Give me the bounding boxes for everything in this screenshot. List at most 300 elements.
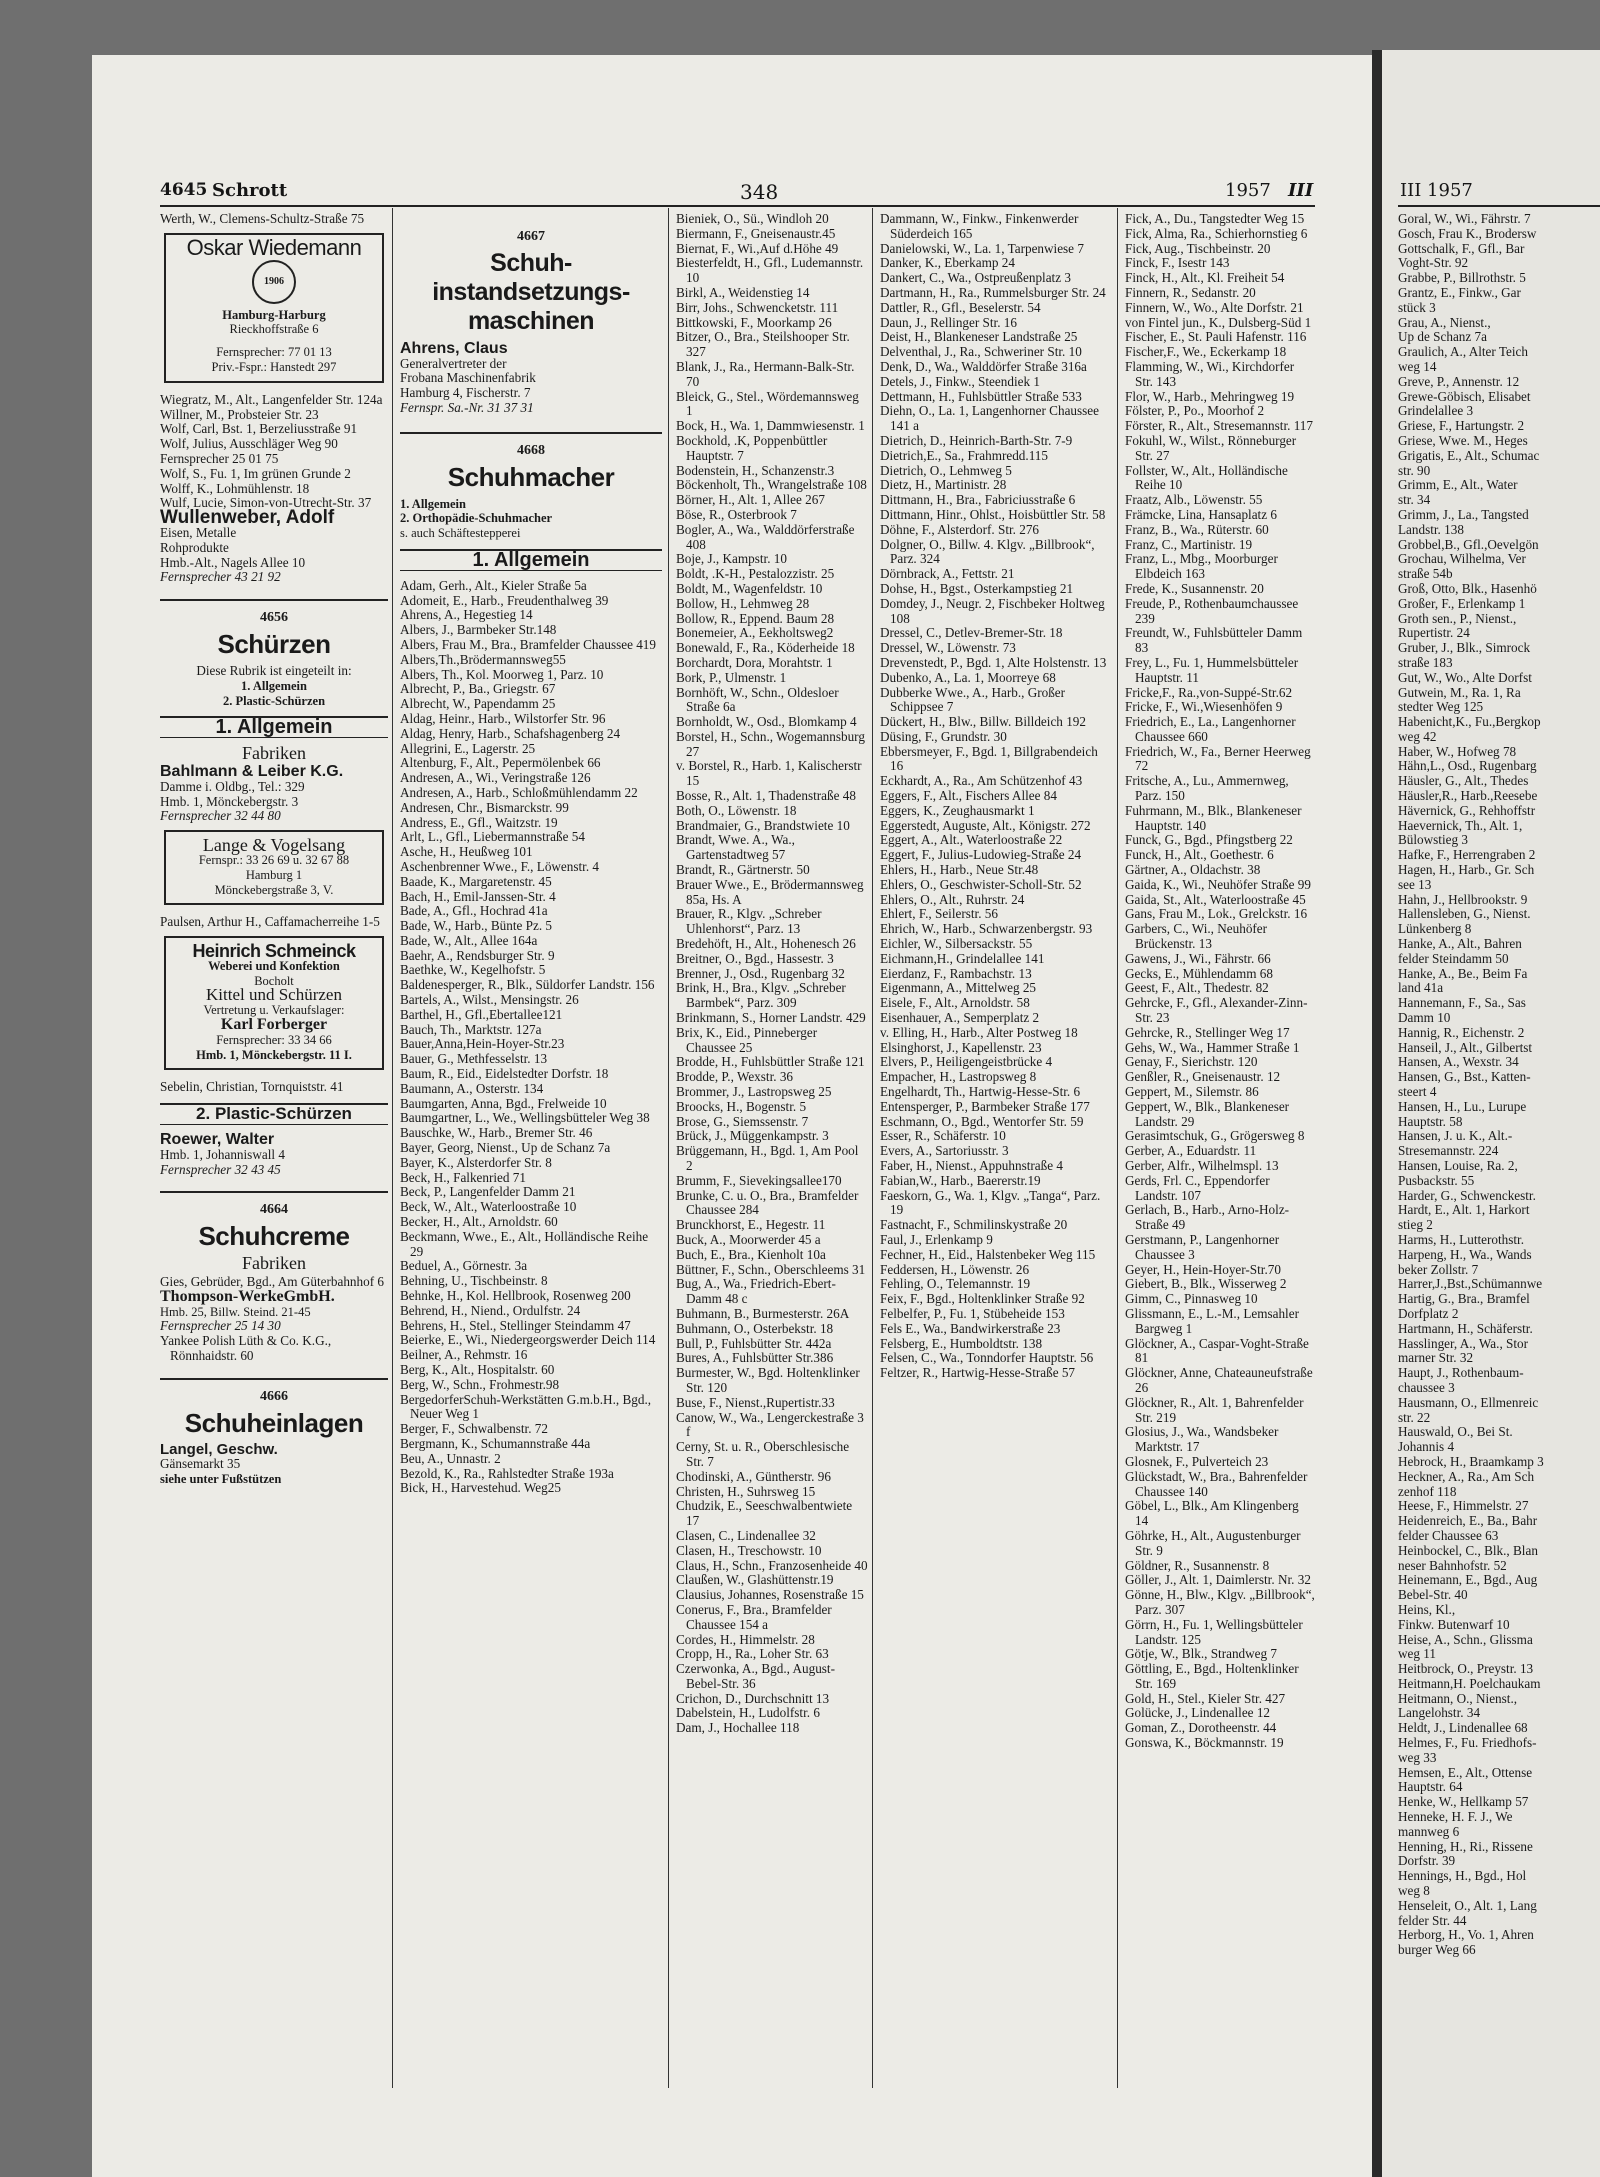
list-item: Dietrich, O., Lehmweg 5 (880, 462, 1012, 478)
list-item: Danielowski, W., La. 1, Tarpenwiese 7 (880, 240, 1084, 256)
list-item: Behrens, H., Stel., Stellinger Steindamm 47 (400, 1317, 631, 1333)
list-item: Faeskorn, G., Wa. 1, Klgv. „Tanga“, Parz. 19 (880, 1187, 1101, 1218)
list-item: Domdey, J., Neugr. 2, Fischbeker Holtweg 108 (880, 595, 1105, 626)
list-item: Habenicht,K., Fu.,Bergkop (1398, 714, 1541, 730)
list-item: Gecks, E., Mühlendamm 68 (1125, 965, 1273, 981)
list-item: Hagen, H., Harb., Gr. Sch (1398, 862, 1535, 878)
list-item: Harpeng, H., Wa., Wands (1398, 1246, 1532, 1262)
list-item: Finck, F., Isestr 143 (1125, 255, 1230, 271)
list-item: Feltzer, R., Hartwig-Hesse-Straße 57 (880, 1365, 1076, 1381)
list-item: Franz, B., Wa., Rüterstr. 60 (1125, 521, 1269, 537)
list-item: Ehlers, O., Alt., Ruhrstr. 24 (880, 891, 1025, 907)
firm-line: Generalvertreter der (400, 355, 507, 371)
list-item: Dittmann, Hinr., Ohlst., Hoisbüttler Str. 58 (880, 506, 1106, 522)
list-item: weg 11 (1398, 1646, 1436, 1662)
firm-name: Thompson-WerkeGmbH. (160, 1287, 335, 1305)
list-item: Gold, H., Stel., Kieler Str. 427 (1125, 1690, 1286, 1706)
category-label: Fabriken (242, 1253, 306, 1274)
list-item: BergedorferSchuh-Werkstätten G.m.b.H., Bgd., Neuer Weg 1 (400, 1391, 652, 1422)
list-item: Bitzer, O., Bra., Steilshooper Str. 327 (676, 329, 850, 360)
list-item: Faber, H., Nienst., Appuhnstraße 4 (880, 1158, 1063, 1173)
list-item: Willner, M., Probsteier Str. 23 (160, 406, 319, 422)
list-item: Hasslinger, A., Wa., Stor (1398, 1335, 1529, 1351)
list-item: Felsen, C., Wa., Tonndorfer Hauptstr. 56 (880, 1350, 1094, 1366)
ad-line: Weberei und Konfektion (208, 958, 340, 973)
list-item: str. 34 (1398, 492, 1431, 508)
list-item: Hanke, A., Be., Beim Fa (1398, 965, 1528, 981)
list-item: Heckner, A., Ra., Am Sch (1398, 1468, 1535, 1484)
list-item: Damm 10 (1398, 1010, 1451, 1026)
list-item: Conerus, F., Bra., Bramfelder Chaussee 154 a (676, 1601, 832, 1632)
list-item: Baum, R., Eid., Eidelstedter Dorfstr. 18 (400, 1066, 609, 1082)
section-index: s. auch Schäftestepperei (400, 526, 521, 541)
list-item: Eisele, F., Alt., Arnoldstr. 58 (880, 995, 1030, 1011)
list-item: Behning, U., Tischbeinstr. 8 (400, 1273, 548, 1289)
list-item: Arlt, L., Gfl., Liebermannstraße 54 (400, 829, 585, 845)
list-item: Dattler, R., Gfl., Beselerstr. 54 (880, 299, 1041, 315)
ad-name: Heinrich Schmeinck (192, 941, 356, 962)
list-item: Eigenmann, A., Mittelweg 25 (880, 980, 1037, 996)
list-item: Hanseil, J., Alt., Gilbertst (1398, 1039, 1533, 1055)
list-item: Gans, Frau M., Lok., Grelckstr. 16 (1125, 906, 1308, 922)
list-item: Gimm, C., Pinnasweg 10 (1125, 1291, 1258, 1307)
list-item: Berg, W., Schn., Frohmestr.98 (400, 1376, 560, 1392)
list-item: Graulich, A., Alter Teich (1398, 344, 1528, 360)
list-item: v. Borstel, R., Harb. 1, Kalischerstr 15 (676, 758, 862, 789)
entry-list (1125, 212, 1315, 1751)
list-item: Gehs, W., Wa., Hammer Straße 1 (1125, 1039, 1300, 1055)
list-item: Genßler, R., Gneisenaustr. 12 (1125, 1069, 1281, 1085)
ad-name: Lange & Vogelsang (202, 835, 346, 856)
year: 1957 (1225, 180, 1271, 201)
list-item: Bade, W., Harb., Bünte Pz. 5 (400, 918, 553, 934)
list-item: Hausmann, O., Ellmenreic (1398, 1394, 1539, 1410)
list-item: Pusbackstr. 55 (1398, 1172, 1475, 1188)
list-item: Finnern, W., Wo., Alte Dorfstr. 21 (1125, 299, 1304, 315)
subsection-heading: 1. Allgemein (400, 549, 662, 571)
list-item: steert 4 (1398, 1084, 1437, 1100)
list-item: Frey, L., Fu. 1, Hummelsbütteler Hauptstr. 11 (1125, 654, 1299, 685)
list-item: Gerstmann, P., Langenhorner Chaussee 3 (1125, 1231, 1280, 1262)
firm-line: Damme i. Oldbg., Tel.: 329 (160, 778, 305, 794)
list-item: Hauswald, O., Bei St. (1398, 1424, 1513, 1440)
list-item: Bergmann, K., Schumannstraße 44a (400, 1435, 591, 1451)
list-item: Fastnacht, F., Schmilinskystraße 20 (880, 1217, 1068, 1233)
category-label: Fabriken (242, 743, 306, 764)
section-heading: Schuh-instandsetzungs-maschinen (432, 248, 630, 335)
list-item: Bartels, A., Wilst., Mensingstr. 26 (400, 992, 579, 1008)
list-item: Boldt, M., Wagenfeldstr. 10 (676, 580, 823, 596)
list-item: Breitner, O., Bgd., Hassestr. 3 (676, 950, 834, 966)
list-item: Andresen, Chr., Bismarckstr. 99 (400, 799, 569, 815)
list-item: Feddersen, H., Löwenstr. 26 (880, 1261, 1030, 1277)
list-item: Gehrcke, R., Stellinger Weg 17 (1125, 1024, 1290, 1040)
list-item: Feix, F., Bgd., Holtenklinker Straße 92 (880, 1291, 1085, 1307)
list-item: Crichon, D., Durchschnitt 13 (676, 1690, 830, 1706)
list-item: Bures, A., Fuhlsbütter Str.386 (676, 1350, 834, 1366)
list-item: Funck, H., Alt., Goethestr. 6 (1125, 847, 1274, 863)
list-item: Dartmann, H., Ra., Rummelsburger Str. 24 (880, 284, 1106, 300)
list-item: Finnern, R., Sedanstr. 20 (1125, 284, 1256, 300)
list-item: Grantz, E., Finkw., Gar (1398, 284, 1521, 300)
list-item: Göbel, L., Blk., Am Klingenberg 14 (1125, 1498, 1299, 1529)
list-item: Heidenreich, E., Ba., Bahr (1398, 1513, 1538, 1529)
list-item: Behrend, H., Niend., Ordulfstr. 24 (400, 1302, 581, 1318)
ad-heinrich-schmeinck (164, 936, 384, 1070)
list-item: Haupt, J., Rothenbaum- (1398, 1365, 1524, 1381)
column-6 (1398, 212, 1600, 2092)
list-item: Fels E., Wa., Bandwirkerstraße 23 (880, 1320, 1061, 1336)
list-item: Hävernick, G., Rehhoffstr (1398, 802, 1536, 818)
ad-line: Hmb. 1, Mönckebergstr. 11 I. (196, 1047, 352, 1062)
list-item: Gönne, H., Blw., Klgv. „Billbrook“, Parz. 307 (1125, 1587, 1315, 1617)
list-item: Andress, E., Gfl., Waitzstr. 19 (400, 814, 558, 830)
list-item: Claußen, W., Glashüttenstr.19 (676, 1572, 834, 1588)
firm-line: Frobana Maschinenfabrik (400, 370, 536, 386)
ad-city: Hamburg-Harburg (222, 307, 326, 322)
list-item: Göhrke, H., Alt., Augustenburger Str. 9 (1125, 1527, 1301, 1558)
column-4 (880, 212, 1114, 2092)
list-item: Baethke, W., Kegelhofstr. 5 (400, 962, 546, 978)
list-item: Ahrens, A., Hegestieg 14 (400, 607, 533, 623)
list-item: land 41a (1398, 980, 1444, 996)
list-item: Hansen, A., Wexstr. 34 (1398, 1054, 1519, 1070)
list-item: Bayer, Georg, Nienst., Up de Schanz 7a (400, 1140, 611, 1156)
list-item: Fraatz, Alb., Löwenstr. 55 (1125, 492, 1263, 508)
list-item: Entensperger, P., Barmbeker Straße 177 (880, 1098, 1090, 1114)
list-item: weg 42 (1398, 728, 1437, 744)
section-heading: Schuhcreme (198, 1221, 350, 1252)
list-item: Berger, F., Schwalbenstr. 72 (400, 1421, 548, 1437)
list-item: Hardt, E., Alt. 1, Harkort (1398, 1202, 1530, 1218)
list-item: Grobbel,B., Gfl.,Oevelgön (1398, 536, 1539, 552)
entry-list (400, 579, 662, 1496)
list-item: Büttner, F., Schn., Oberschleems 31 (676, 1261, 866, 1277)
list-item: Franz, C., Martinistr. 19 (1125, 536, 1253, 552)
list-item: Cropp, H., Ra., Loher Str. 63 (676, 1646, 829, 1662)
page-number: 348 (740, 180, 779, 204)
section-number: 4664 (260, 1202, 288, 1218)
list-item: Aldag, Heinr., Harb., Wilstorfer Str. 96 (400, 710, 606, 726)
list-item: Hartig, G., Bra., Bramfel (1398, 1291, 1530, 1307)
list-item: Eschmann, O., Bgd., Wentorfer Str. 59 (880, 1113, 1084, 1129)
list-item: Grewe-Göbisch, Elisabet (1398, 388, 1531, 404)
bleed-through-text (520, 2095, 1040, 2107)
firm-phone: Fernsprecher 43 21 92 (160, 569, 281, 585)
list-item: Brix, K., Eid., Pinneberger Chaussee 25 (676, 1024, 818, 1055)
list-item: Delventhal, J., Ra., Schweriner Str. 10 (880, 344, 1082, 360)
list-item: Eggers, K., Zeughausmarkt 1 (880, 802, 1035, 818)
list-item: Hannig, R., Eichenstr. 2 (1398, 1024, 1525, 1040)
list-item: Glissmann, E., L.-M., Lemsahler Bargweg 1 (1125, 1305, 1299, 1336)
list-item: Buck, A., Moorwerder 45 a (676, 1231, 821, 1247)
list-item: Hansen, Louise, Ra. 2, (1398, 1158, 1518, 1173)
list-item: Freude, P., Rothenbaumchaussee 239 (1125, 595, 1299, 626)
list-item: Ehrich, W., Harb., Schwarzenbergstr. 93 (880, 921, 1093, 937)
list-item: Grigatis, E., Alt., Schumac (1398, 447, 1540, 463)
list-item: Fricke,F., Ra.,von-Suppé-Str.62 (1125, 684, 1293, 700)
list-item: v. Elling, H., Harb., Alter Postweg 18 (880, 1024, 1078, 1040)
list-item: Stresemannstr. 224 (1398, 1143, 1499, 1159)
list-item: stück 3 (1398, 299, 1436, 315)
list-item: Dankert, C., Wa., Ostpreußenplatz 3 (880, 270, 1071, 286)
list-item: Hauptstr. 58 (1398, 1113, 1463, 1129)
list-item: Griese, Wwe. M., Heges (1398, 432, 1528, 448)
column-5 (1125, 212, 1315, 2092)
list-item: Brodde, P., Wexstr. 36 (676, 1069, 794, 1085)
list-item: Göller, J., Alt. 1, Daimlerstr. Nr. 32 (1125, 1572, 1311, 1588)
list-item: Bleick, G., Stel., Wördemannsweg 1 (676, 388, 859, 419)
list-item: Beck, W., Alt., Waterloostraße 10 (400, 1199, 577, 1215)
list-item: Großer, F., Erlenkamp 1 (1398, 595, 1526, 611)
list-item: Canow, W., Wa., Lengerckestraße 3 f (676, 1409, 864, 1440)
list-item: Bezold, K., Ra., Rahlstedter Straße 193a (400, 1465, 614, 1481)
list-item: Elsinghorst, J., Kapellenstr. 23 (880, 1039, 1042, 1055)
list-item: Brumm, F., Sievekingsallee170 (676, 1172, 842, 1188)
divider (160, 599, 388, 601)
list-item: Beierke, E., Wi., Niedergeorgswerder Deich 114 (400, 1332, 656, 1348)
list-item: Altenburg, F., Alt., Pepermölenbek 66 (400, 755, 601, 771)
list-item: Wolf, S., Fu. 1, Im grünen Grunde 2 (160, 465, 351, 481)
list-item: Geyer, H., Hein-Hoyer-Str.70 (1125, 1261, 1281, 1277)
list-item: Eierdanz, F., Rambachstr. 13 (880, 965, 1032, 981)
list-item: Gosch, Frau K., Brodersw (1398, 225, 1537, 241)
list-item: Dabelstein, H., Ludolfstr. 6 (676, 1705, 820, 1721)
list-item: neser Bahnhofstr. 52 (1398, 1557, 1507, 1573)
ad-line: Mönckebergstraße 3, V. (214, 882, 334, 897)
firm-line: Hmb. 1, Johanniswall 4 (160, 1146, 285, 1162)
list-item: Hannemann, F., Sa., Sas (1398, 995, 1526, 1011)
section-index: 1. Allgemein (400, 496, 466, 511)
list-item: Främcke, Lina, Hansaplatz 6 (1125, 506, 1277, 522)
list-item: Wulf, Lucie, Simon-von-Utrecht-Str. 37 (160, 495, 372, 511)
list-item: Gottschalk, F., Gfl., Bar (1398, 240, 1525, 256)
list-item: Eggerstedt, Auguste, Alt., Königstr. 272 (880, 817, 1091, 833)
list-item: straße 183 (1398, 654, 1453, 670)
seal-icon: 1906 (252, 260, 296, 304)
list-item: Czerwonka, A., Bgd., August-Bebel-Str. 36 (676, 1661, 835, 1691)
ad-line: Hamburg 1 (245, 867, 303, 882)
list-item: Heese, F., Himmelstr. 27 (1398, 1498, 1529, 1514)
list-item: Heins, Kl., (1398, 1601, 1456, 1617)
list-item: Becker, H., Alt., Arnoldstr. 60 (400, 1214, 558, 1230)
list-item: Claus, H., Schn., Franzosenheide 40 (676, 1557, 868, 1573)
list-item: Häusler,R., Harb.,Reesebe (1398, 788, 1538, 804)
list-item: Brunke, C. u. O., Bra., Bramfelder Chaussee 284 (676, 1187, 859, 1218)
ad-street: Rieckhoffstraße 6 (229, 322, 319, 337)
section-number: 4667 (517, 229, 545, 244)
list-item: Ehlers, H., Harb., Neue Str.48 (880, 862, 1039, 878)
list-item: Finck, H., Alt., Kl. Freiheit 54 (1125, 270, 1285, 286)
header-rule (160, 205, 1315, 207)
ad-line: Fernspr.: 33 26 69 u. 32 67 88 (198, 852, 350, 867)
list-item: Brenner, J., Osd., Rugenbarg 32 (676, 965, 845, 981)
list-item: Groß, Otto, Blk., Hasenhö (1398, 580, 1537, 596)
list-item: Ehlers, O., Geschwister-Scholl-Str. 52 (880, 876, 1082, 892)
list-item: Paulsen, Arthur H., Caffamacherreihe 1-5 (160, 914, 380, 930)
list-item: Hartmann, H., Schäferstr. (1398, 1320, 1533, 1336)
ad-lange-vogelsang (164, 830, 384, 905)
firm-line: Eisen, Metalle (160, 524, 237, 540)
list-item: Fabian,W., Harb., Baererstr.19 (880, 1172, 1041, 1188)
list-item: Christen, H., Suhrsweg 15 (676, 1483, 816, 1499)
section-heading: Schuheinlagen (184, 1407, 364, 1438)
list-item: stedter Weg 125 (1398, 699, 1484, 715)
list-item: Götje, W., Blk., Strandweg 7 (1125, 1646, 1278, 1662)
section-number: 4668 (517, 442, 545, 458)
list-item: Haber, W., Hofweg 78 (1398, 743, 1517, 759)
list-item: Eichler, W., Silbersackstr. 55 (880, 936, 1033, 952)
subsection-heading: 2. Plastic-Schürzen (160, 1103, 388, 1125)
list-item: Helmes, F., Fu. Friedhofs- (1398, 1735, 1537, 1751)
list-item: Landstr. 138 (1398, 521, 1464, 537)
list-item: Geppert, W., Blk., Blankeneser Landstr. 29 (1125, 1098, 1290, 1129)
list-item: Fricke, F., Wi.,Wiesenhöfen 9 (1125, 699, 1283, 715)
list-item: Geest, F., Alt., Thedestr. 82 (1125, 980, 1269, 996)
ad-line: Vertretung u. Verkaufslager: (203, 1003, 345, 1018)
column-3 (676, 212, 868, 2092)
list-item: Barthel, H., Gfl.,Ebertallee121 (400, 1006, 563, 1022)
list-item: Bonemeier, A., Eekholtsweg2 (676, 625, 834, 641)
list-item: Dubenko, A., La. 1, Moorreye 68 (880, 669, 1056, 685)
list-item: felder Str. 44 (1398, 1912, 1467, 1928)
list-item: Dittmann, H., Bra., Fabriciusstraße 6 (880, 492, 1076, 508)
list-item: Aschenbrenner Wwe., F., Löwenstr. 4 (400, 858, 600, 874)
list-item: Greve, P., Annenstr. 12 (1398, 373, 1520, 389)
firm-name: Wullenweber, Adolf (160, 507, 335, 529)
list-item: Bauer, G., Methfesselstr. 13 (400, 1051, 548, 1067)
list-item: Eichmann,H., Grindelallee 141 (880, 950, 1045, 966)
list-item: Bogler, A., Wa., Walddörferstraße 408 (676, 521, 855, 552)
list-item: Hansen, J. u. K., Alt.- (1398, 1128, 1513, 1144)
list-item: Beck, H., Falkenried 71 (400, 1169, 526, 1185)
list-item: Dietz, H., Martinistr. 28 (880, 477, 1007, 493)
list-item: Buch, E., Bra., Kienholt 10a (676, 1246, 826, 1262)
list-item: Flamming, W., Wi., Kirchdorfer Str. 143 (1125, 358, 1295, 389)
column-1 (160, 212, 388, 2092)
list-item: Albrecht, P., Ba., Griegstr. 67 (400, 681, 556, 697)
divider (400, 432, 662, 434)
list-item: Dorfplatz 2 (1398, 1305, 1459, 1321)
firm-name: Langel, Geschw. (160, 1440, 278, 1458)
section-title: Schrott (212, 180, 288, 201)
list-item: Hansen, H., Lu., Lurupe (1398, 1098, 1527, 1114)
list-item: Brauer, R., Klgv. „Schreber Uhlenhorst“, Parz. 13 (676, 906, 822, 937)
list-item: Fick, A., Du., Tangstedter Weg 15 (1125, 212, 1305, 226)
list-item: Goman, Z., Dorotheenstr. 44 (1125, 1720, 1277, 1736)
list-item: Hafke, F., Herrengraben 2 (1398, 847, 1536, 863)
list-item: str. 22 (1398, 1409, 1431, 1425)
list-item: Dettmann, H., Fuhlsbüttler Straße 533 (880, 388, 1082, 404)
list-item: Gawens, J., Wi., Fährstr. 66 (1125, 950, 1271, 966)
section-index: 1. Allgemein (241, 678, 307, 693)
list-item: Denk, D., Wa., Walddörfer Straße 316a (880, 358, 1087, 374)
firm-line: Gänsemarkt 35 (160, 1456, 241, 1472)
list-item: Baldenesperger, R., Blk., Süldorfer Landstr. 156 (400, 977, 655, 993)
list-item: Eisenhauer, A., Semperplatz 2 (880, 1010, 1040, 1026)
list-item: Bosse, R., Alt. 1, Thadenstraße 48 (676, 788, 856, 804)
list-item: Hauptstr. 64 (1398, 1779, 1463, 1795)
list-item: beker Zollstr. 7 (1398, 1261, 1479, 1277)
list-item: Birr, Johs., Schwencketstr. 111 (676, 299, 839, 315)
entry-list (1398, 212, 1600, 1958)
list-item: Dietrich,E., Sa., Frahmredd.115 (880, 447, 1048, 463)
list-item: Gaida, St., Alt., Waterloostraße 45 (1125, 891, 1306, 907)
list-item: Gerds, Frl. C., Eppendorfer Landstr. 107 (1125, 1172, 1270, 1203)
firm-phone: Fernspr. Sa.-Nr. 31 37 31 (400, 399, 534, 415)
list-item: Andresen, A., Harb., Schloßmühlendamm 22 (400, 784, 638, 800)
list-item: Hähn,L., Osd., Rugenbarg (1398, 758, 1537, 774)
list-item: Grochau, Wilhelma, Ver (1398, 551, 1526, 567)
list-item: Broocks, H., Bogenstr. 5 (676, 1098, 807, 1114)
list-item: Brink, H., Bra., Klgv. „Schreber Barmbek“, Parz. 309 (676, 980, 846, 1011)
list-item: Garbers, C., Wi., Neuhöfer Brückenstr. 13 (1125, 921, 1268, 952)
list-item: Bauch, Th., Marktstr. 127a (400, 1021, 542, 1037)
list-item: Fischer,F., We., Eckerkamp 18 (1125, 344, 1287, 360)
list-item: Hebrock, H., Braamkamp 3 (1398, 1453, 1544, 1469)
list-item: Adomeit, E., Harb., Freudenthalweg 39 (400, 592, 609, 608)
list-item: Bayer, K., Alsterdorfer Str. 8 (400, 1154, 552, 1170)
list-item: Beduel, A., Görnestr. 3a (400, 1258, 528, 1274)
list-item: Felbelfer, P., Fu. 1, Stübeheide 153 (880, 1305, 1065, 1321)
list-item: Bredehöft, H., Alt., Hohenesch 26 (676, 936, 856, 952)
list-item: Dammann, W., Finkw., Finkenwerder Süderdeich 165 (880, 212, 1079, 241)
list-item: Beckmann, Wwe., E., Alt., Holländische Reihe 29 (400, 1228, 649, 1259)
list-item: Diehn, O., La. 1, Langenhorner Chaussee 141 a (880, 403, 1099, 434)
list-item: Detels, J., Finkw., Steendiek 1 (880, 373, 1040, 389)
list-item: Bach, H., Emil-Janssen-Str. 4 (400, 888, 556, 904)
divider (160, 1378, 388, 1380)
list-item: Gutwein, M., Ra. 1, Ra (1398, 684, 1521, 700)
list-item: Albers, Th., Kol. Moorweg 1, Parz. 10 (400, 666, 604, 682)
column-divider (392, 208, 393, 2088)
list-item: Bülowstieg 3 (1398, 832, 1468, 848)
section-heading: Schuhmacher (447, 461, 615, 492)
list-item: Brinkmann, S., Horner Landstr. 429 (676, 1010, 866, 1026)
list-item: Grindelallee 3 (1398, 403, 1474, 419)
list-item: Asche, H., Heußweg 101 (400, 844, 533, 860)
list-item: Hemsen, E., Alt., Ottense (1398, 1764, 1533, 1780)
list-item: weg 8 (1398, 1883, 1430, 1899)
firm-line: Rohprodukte (160, 539, 229, 555)
list-item: Albers, Frau M., Bra., Bramfelder Chaussee 419 (400, 636, 656, 652)
list-item: Eggers, F., Alt., Fischers Allee 84 (880, 788, 1057, 804)
list-item: Göttling, E., Bgd., Holtenklinker Str. 169 (1125, 1661, 1299, 1691)
section-heading: Schürzen (217, 628, 331, 659)
list-item: Franz, L., Mbg., Moorburger Elbdeich 163 (1125, 551, 1278, 582)
list-item: Heinemann, E., Bgd., Aug (1398, 1572, 1538, 1588)
list-item: Gerlach, B., Harb., Arno-Holz-Straße 49 (1125, 1202, 1290, 1233)
list-item: Evers, A., Sartoriusstr. 3 (880, 1143, 1009, 1159)
list-item: Follster, W., Alt., Holländische Reihe 10 (1125, 462, 1288, 493)
list-item: Flor, W., Harb., Mehringweg 19 (1125, 388, 1295, 404)
list-item: Grimm, E., Alt., Water (1398, 477, 1518, 493)
list-item: Funck, G., Bgd., Pfingstberg 22 (1125, 832, 1293, 848)
list-item: Deist, H., Blankeneser Landstraße 25 (880, 329, 1078, 345)
firm-line: siehe unter Fußstützen (160, 1472, 282, 1487)
list-item: Burmester, W., Bgd. Holtenklinker Str. 120 (676, 1365, 860, 1395)
list-item: Bug, A., Wa., Friedrich-Ebert-Damm 48 c (676, 1276, 836, 1307)
list-item: Henke, W., Hellkamp 57 (1398, 1794, 1529, 1810)
list-item: Bock, H., Wa. 1, Dammwiesenstr. 1 (676, 418, 865, 434)
firm-phone: Fernsprecher 32 44 80 (160, 808, 281, 824)
list-item: Ehlert, F., Seilerstr. 56 (880, 906, 998, 922)
list-item: Harder, G., Schwenckestr. (1398, 1187, 1536, 1203)
list-item: Bauschke, W., Harb., Bremer Str. 46 (400, 1125, 593, 1141)
list-item: Fernsprecher 25 01 75 (160, 450, 279, 466)
list-item: Frede, K., Susannenstr. 20 (1125, 580, 1264, 596)
list-item: Glöckner, R., Alt. 1, Bahrenfelder Str. 219 (1125, 1394, 1304, 1425)
